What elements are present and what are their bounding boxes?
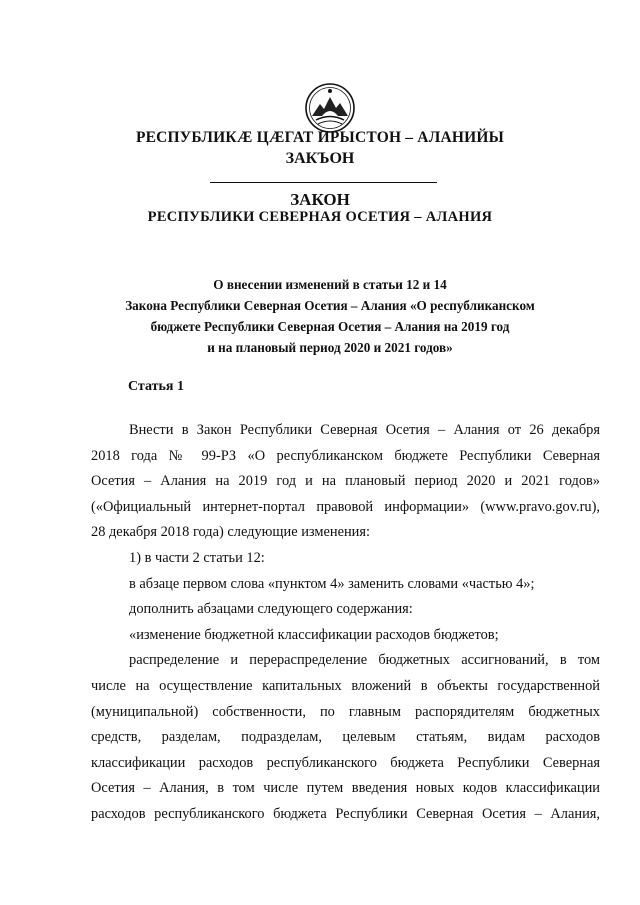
body-line: числе на осуществление капитальных вложений в объекты государственной	[91, 677, 600, 694]
article-title: Статья 1	[128, 379, 184, 394]
body-line: в абзаце первом слова «пунктом 4» заменить словами «частью 4»;	[129, 575, 535, 592]
law-subject	[60, 274, 600, 358]
body-line: 28 декабря 2018 года) следующие изменения:	[91, 524, 370, 541]
subject-line: О внесении изменений в статьи 12 и 14	[213, 277, 447, 292]
body-line: средств, разделам, подразделам, целевым статьям, видам расходов	[91, 729, 600, 746]
title-russian-law: ЗАКОН	[290, 190, 350, 209]
body-line: классификации расходов республиканского бюджета Республики Северная	[91, 754, 600, 771]
subject-line: Закона Республики Северная Осетия – Алания «О республиканском	[125, 298, 535, 313]
title-ossetian-law: ЗАКЪОН	[285, 150, 355, 167]
header-divider	[210, 182, 437, 183]
body-line: («Официальный интернет-портал правовой информации» (www.pravo.gov.ru),	[91, 498, 600, 515]
subject-line: бюджете Республики Северная Осетия – Алания на 2019 год	[150, 319, 510, 334]
body-line: 1) в части 2 статьи 12:	[129, 549, 265, 566]
title-russian-republic: РЕСПУБЛИКИ СЕВЕРНАЯ ОСЕТИЯ – АЛАНИЯ	[147, 209, 493, 225]
body-line: Осетия – Алания на 2019 год и на плановый период 2020 и 2021 годов»	[91, 473, 600, 490]
body-line: Осетия – Алания, в том числе путем введения новых кодов классификации	[91, 780, 600, 797]
body-line: расходов республиканского бюджета Республики Северная Осетия – Алания,	[91, 805, 600, 822]
body-line: распределение и перераспределение бюджетных ассигнований, в том	[129, 652, 600, 669]
coat-of-arms-icon	[304, 82, 356, 134]
body-line: 2018 года № 99-РЗ «О республиканском бюджете Республики Северная	[91, 447, 600, 464]
article-body	[91, 418, 600, 828]
subject-line: и на плановый период 2020 и 2021 годов»	[207, 340, 453, 355]
body-line: (муниципальной) собственности, по главным распорядителям бюджетных	[91, 703, 600, 720]
title-ossetian-republic: РЕСПУБЛИКӔ ЦӔГАТ ИРЫСТОН – АЛАНИЙЫ	[135, 129, 505, 146]
body-line: дополнить абзацами следующего содержания:	[129, 601, 413, 618]
body-line: Внести в Закон Республики Северная Осетия – Алания от 26 декабря	[129, 422, 600, 438]
body-line: «изменение бюджетной классификации расходов бюджетов;	[129, 626, 499, 643]
